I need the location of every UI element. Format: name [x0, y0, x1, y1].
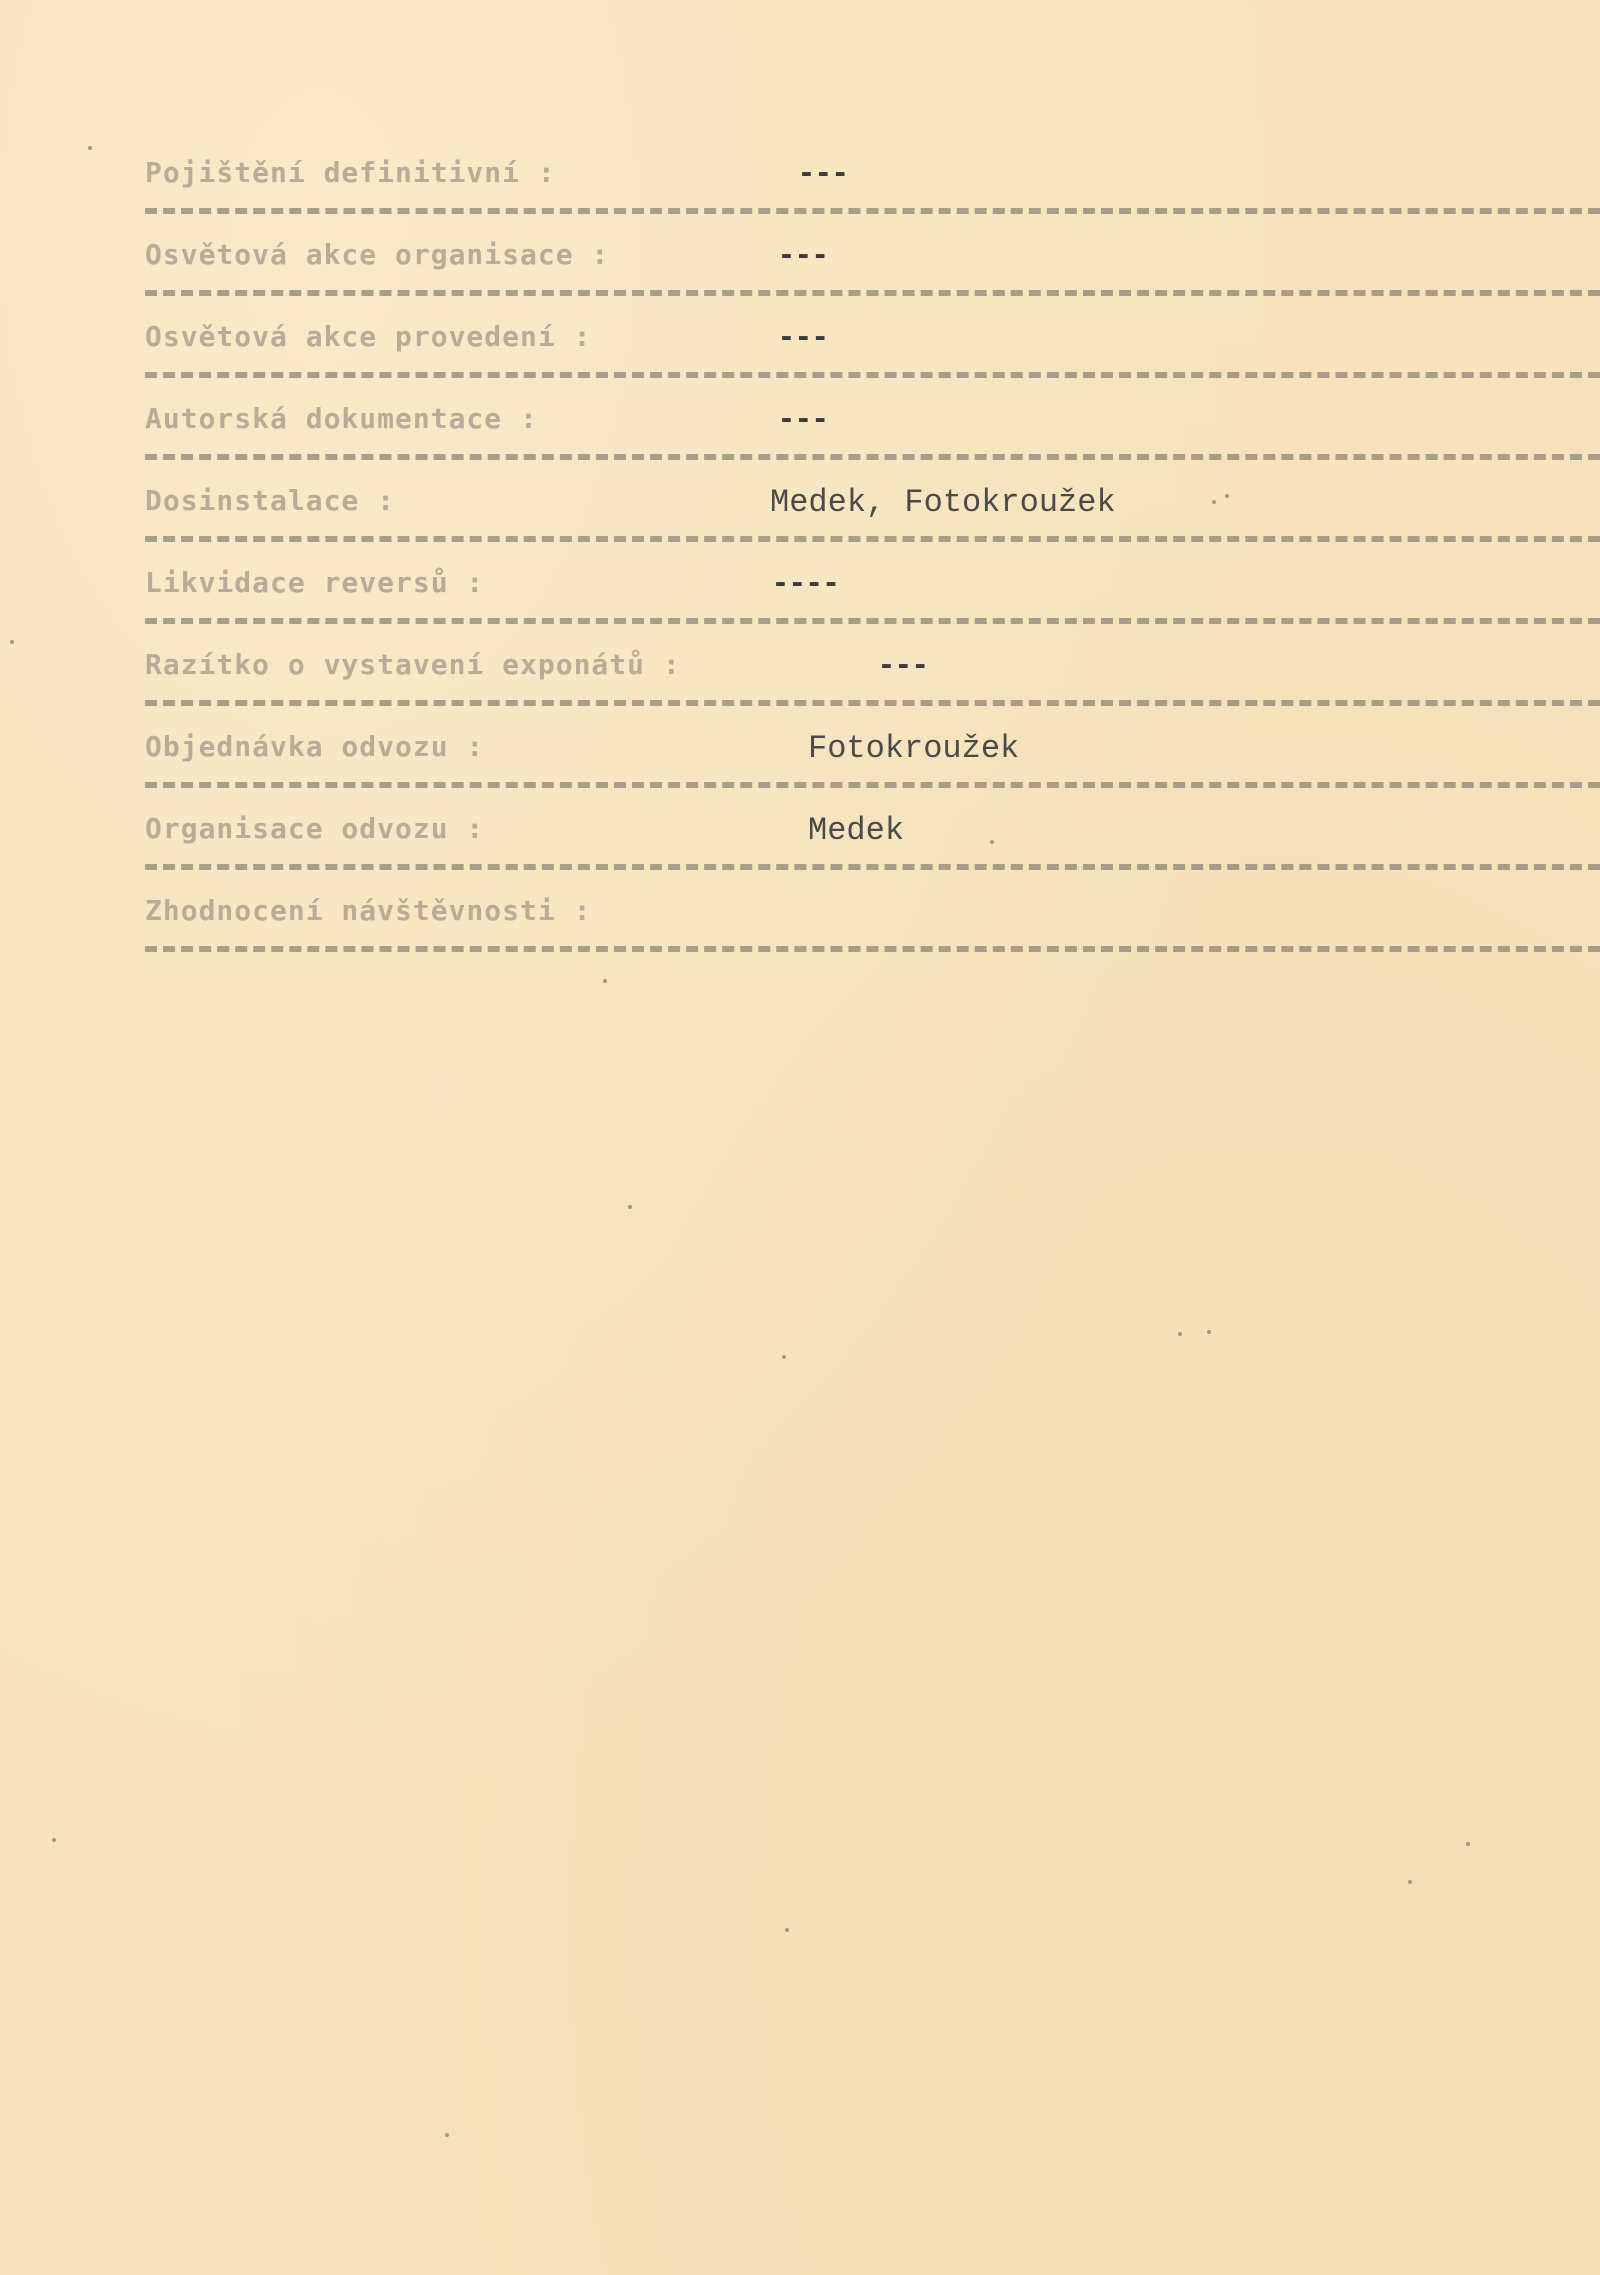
row-divider	[145, 454, 1600, 460]
row-label: Organisace odvozu :	[145, 812, 485, 845]
row-value: Medek, Fotokroužek	[770, 484, 1116, 521]
paper-speck	[445, 2133, 449, 2137]
row-divider	[145, 536, 1600, 542]
paper-speck	[785, 1928, 789, 1932]
row-label: Objednávka odvozu :	[145, 730, 485, 763]
row-value: Medek	[808, 812, 905, 849]
row-divider	[145, 372, 1600, 378]
row-label: Zhodnocení návštěvnosti :	[145, 894, 592, 927]
paper-speck	[88, 146, 92, 150]
form-row-author-documentation	[0, 394, 1600, 476]
paper-speck	[10, 640, 14, 644]
form-row-attendance-evaluation	[0, 886, 1600, 968]
paper-speck	[1408, 1880, 1412, 1884]
row-divider	[145, 864, 1600, 870]
row-label: Osvětová akce provedení :	[145, 320, 592, 353]
paper-speck	[1178, 1332, 1182, 1336]
row-label: Dosinstalace :	[145, 484, 396, 517]
row-value: ---	[878, 648, 929, 681]
form-row-liquidation	[0, 558, 1600, 640]
row-label: Osvětová akce organisace :	[145, 238, 610, 271]
row-label: Razítko o vystavení exponátů :	[145, 648, 681, 681]
form-row-stamp	[0, 640, 1600, 722]
paper-speck	[990, 840, 994, 844]
row-label: Likvidace reversů :	[145, 566, 485, 599]
form-row-educational-organisation	[0, 230, 1600, 312]
paper-speck	[1207, 1330, 1211, 1334]
form-row-insurance	[0, 148, 1600, 230]
row-value: ---	[778, 320, 829, 353]
row-value: ---	[778, 238, 829, 271]
row-value: ----	[772, 566, 840, 599]
row-divider	[145, 946, 1600, 952]
form-row-educational-execution	[0, 312, 1600, 394]
paper-speck	[628, 1205, 632, 1209]
paper-speck	[1466, 1842, 1470, 1846]
form-rows	[0, 148, 1600, 968]
row-divider	[145, 208, 1600, 214]
paper-speck	[782, 1355, 786, 1359]
paper-speck	[52, 1838, 56, 1842]
paper-speck	[1212, 500, 1216, 504]
row-label: Autorská dokumentace :	[145, 402, 538, 435]
row-value: Fotokroužek	[808, 730, 1020, 767]
paper-speck	[1225, 494, 1229, 498]
paper-speck	[603, 979, 607, 983]
row-value: ---	[778, 402, 829, 435]
row-label: Pojištění definitivní :	[145, 156, 556, 189]
form-row-transport-order	[0, 722, 1600, 804]
form-row-deinstallation	[0, 476, 1600, 558]
row-divider	[145, 618, 1600, 624]
row-value: ---	[798, 156, 849, 189]
row-divider	[145, 290, 1600, 296]
row-divider	[145, 782, 1600, 788]
form-row-transport-organisation	[0, 804, 1600, 886]
row-divider	[145, 700, 1600, 706]
